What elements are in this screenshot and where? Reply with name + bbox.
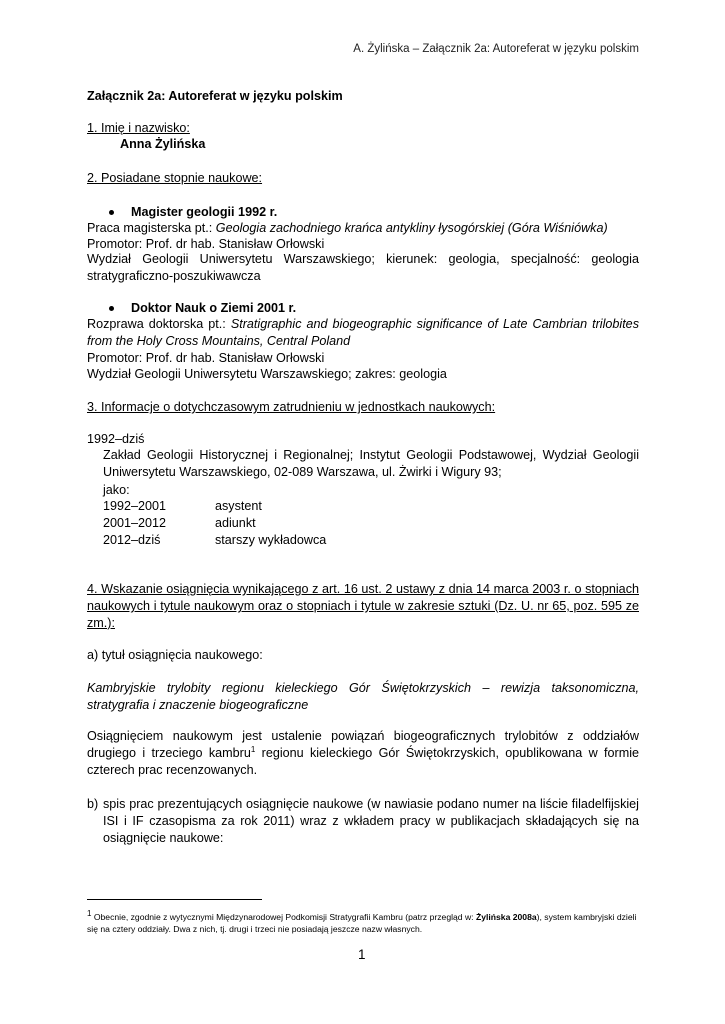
publications-list-text: spis prac prezentujących osiągnięcie naukowe (w nawiasie podano numer na liście filadelfijskiej ISI i IF czasopisma za rok 2011) wraz z wkładem pracy w publikacjach składających się na osiągnięcie naukowe: bbox=[103, 797, 639, 845]
footnote-reference: Żylińska 2008a bbox=[475, 912, 537, 922]
position-role: asystent bbox=[215, 499, 262, 513]
section-1-heading: 1. Imię i nazwisko: bbox=[87, 121, 190, 135]
achievement-description bbox=[87, 728, 639, 779]
achievement-title-label: a) tytuł osiągnięcia naukowego: bbox=[87, 648, 263, 662]
degree-2-title: Doktor Nauk o Ziemi 2001 r. bbox=[131, 301, 297, 315]
degree-1-thesis bbox=[87, 220, 608, 236]
degree-1-thesis-label: Praca magisterska pt.: bbox=[87, 221, 216, 235]
degree-2-promotor: Promotor: Prof. dr hab. Stanisław Orłowski bbox=[87, 351, 325, 365]
position-years: 2001–2012 bbox=[103, 516, 167, 530]
footnote-mark: 1 bbox=[87, 909, 92, 919]
achievement-title: Kambryjskie trylobity regionu kieleckiego Gór Świętokrzyskich – rewizja taksonomiczna, stratygrafia i znaczenie biogeograficzne bbox=[87, 681, 639, 712]
footnote-ref[interactable]: 1 bbox=[250, 744, 256, 754]
author-name: Anna Żylińska bbox=[120, 137, 206, 151]
achievement-text-part2: regionu kieleckiego Gór Świętokrzyskich, opublikowana w formie czterech prac recenzowanych. bbox=[87, 746, 640, 777]
page-number: 1 bbox=[358, 947, 366, 962]
degree-1-title: Magister geologii 1992 r. bbox=[131, 205, 278, 219]
bullet-icon bbox=[109, 306, 114, 311]
position-years: 2012–dziś bbox=[103, 533, 161, 547]
degree-2-thesis-title: Stratigraphic and biogeographic significance of Late Cambrian trilobites from the Holy Cross Mountains, Central Poland bbox=[87, 317, 639, 348]
footnote-text-part1: Obecnie, zgodnie z wytycznymi Międzynarodowej Podkomisji Stratygrafii Kambru (patrz przegląd w: bbox=[91, 912, 476, 922]
degree-2-thesis bbox=[87, 316, 639, 350]
degree-1-thesis-title: Geologia zachodniego krańca antykliny łysogórskiej (Góra Wiśniówka) bbox=[215, 221, 608, 235]
publications-list-label: b) bbox=[87, 797, 99, 811]
position-years: 1992–2001 bbox=[103, 499, 167, 513]
employment-workplace: Zakład Geologii Historycznej i Regionalnej; Instytut Geologii Podstawowej, Wydział Geologii Uniwersytetu Warszawskiego, 02-089 Warszawa, ul. Żwirki i Wigury 93; bbox=[103, 448, 639, 479]
footnote-rule bbox=[87, 899, 262, 900]
degree-2-faculty: Wydział Geologii Uniwersytetu Warszawskiego; zakres: geologia bbox=[87, 367, 447, 381]
section-4-heading: 4. Wskazanie osiągnięcia wynikającego z art. 16 ust. 2 ustawy z dnia 14 marca 2003 r. o stopniach naukowych i tytule naukowym oraz o stopniach i tytule w zakresie sztuki (Dz. U. nr 65, poz. 595 ze zm.): bbox=[87, 582, 639, 630]
document-title: Załącznik 2a: Autoreferat w języku polskim bbox=[87, 89, 343, 103]
employment-as-label: jako: bbox=[103, 483, 130, 497]
employment-period: 1992–dziś bbox=[87, 432, 145, 446]
achievement-text-part1: Osiągnięciem naukowym jest ustalenie powiązań biogeograficznych trylobitów z oddziałów drugiego i trzeciego kambru bbox=[87, 729, 639, 760]
position-role: starszy wykładowca bbox=[215, 533, 327, 547]
section-3-heading: 3. Informacje o dotychczasowym zatrudnieniu w jednostkach naukowych: bbox=[87, 400, 496, 414]
degree-1-promotor: Promotor: Prof. dr hab. Stanisław Orłowski bbox=[87, 237, 325, 251]
bullet-icon bbox=[109, 210, 114, 215]
position-role: adiunkt bbox=[215, 516, 256, 530]
footnote bbox=[87, 911, 647, 935]
footnote-text-part2: ), system kambryjski dzieli się na cztery oddziały. Dwa z nich, tj. drugi i trzeci nie posiadają jeszcze nazw własnych. bbox=[87, 912, 637, 934]
degree-2-thesis-label: Rozprawa doktorska pt.: bbox=[87, 317, 231, 331]
running-header: A. Żylińska – Załącznik 2a: Autoreferat w języku polskim bbox=[353, 43, 639, 55]
section-2-heading: 2. Posiadane stopnie naukowe: bbox=[87, 171, 263, 185]
degree-1-faculty: Wydział Geologii Uniwersytetu Warszawskiego; kierunek: geologia, specjalność: geologia stratygraficzno-poszukiwawcza bbox=[87, 252, 639, 283]
